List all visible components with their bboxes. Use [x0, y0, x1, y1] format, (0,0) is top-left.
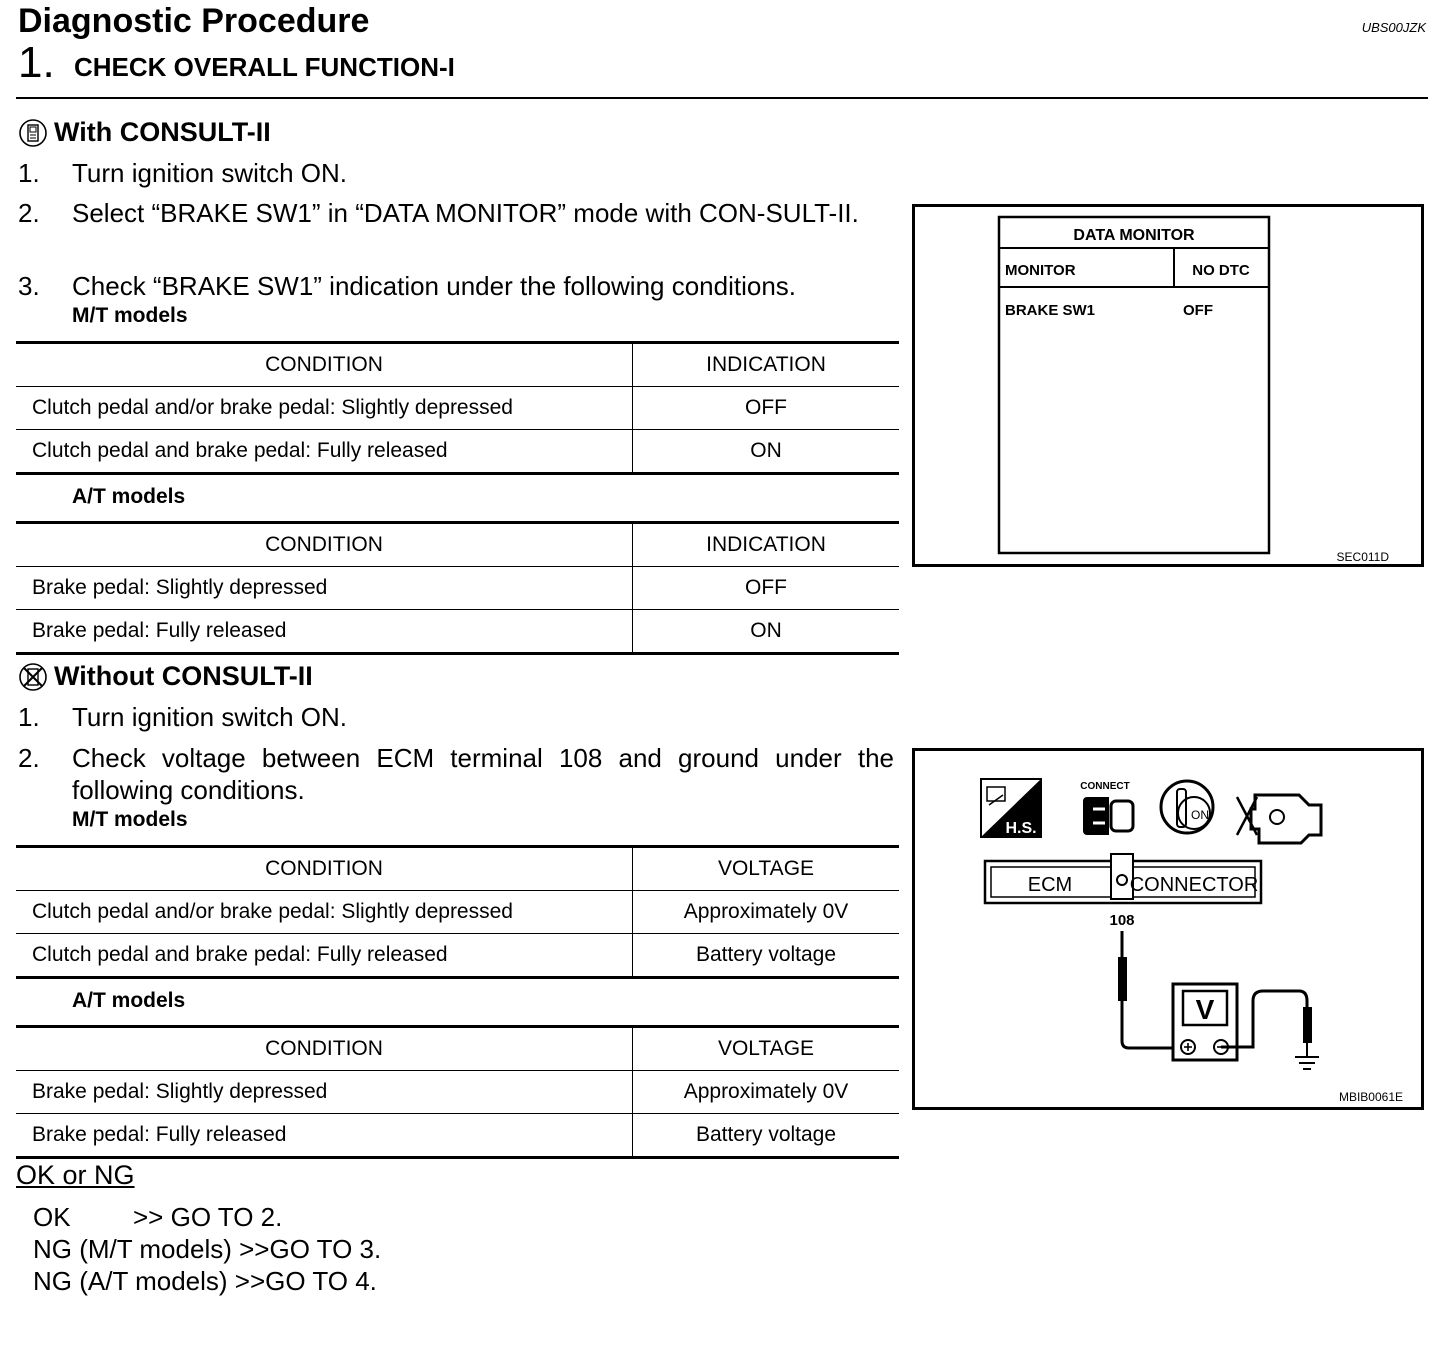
table-row	[16, 934, 899, 978]
voltmeter-icon	[1173, 984, 1237, 1060]
document-id: UBS00JZK	[1361, 20, 1426, 35]
column-header: INDICATION	[633, 523, 900, 567]
terminal-label: 108	[1109, 912, 1135, 929]
column-header: VOLTAGE	[633, 847, 900, 891]
table-cell: Brake pedal: Slightly depressed	[16, 567, 633, 610]
table-header-row	[16, 523, 899, 567]
connector-icon	[1080, 781, 1133, 835]
table-header-row	[16, 343, 899, 387]
result-label: NG (A/T models)	[33, 1266, 228, 1296]
table-row	[16, 610, 899, 654]
page-title: Diagnostic Procedure	[18, 2, 370, 40]
hs-label: H.S.	[1005, 820, 1037, 837]
step-text: Select “BRAKE SW1” in “DATA MONITOR” mode with CON-SULT-II.	[72, 198, 859, 228]
connector-label: CONNECTOR	[1129, 874, 1259, 896]
step-number: 1.	[18, 38, 55, 87]
step-num: 3.	[18, 271, 40, 301]
table-cell: Clutch pedal and brake pedal: Fully released	[16, 934, 633, 978]
data-monitor-drawing	[915, 207, 1421, 564]
header-divider	[16, 97, 1428, 99]
ecm-voltage-drawing	[915, 751, 1421, 1107]
indication-table-mt	[16, 341, 899, 475]
step-title: CHECK OVERALL FUNCTION-I	[74, 52, 455, 82]
table-row	[16, 387, 899, 430]
table-header-row	[16, 1027, 899, 1071]
table-row	[16, 1114, 899, 1158]
column-header: VOLTAGE	[633, 1027, 900, 1071]
with-consult-step-1	[18, 157, 894, 189]
table-row	[16, 567, 899, 610]
without-consult-heading	[18, 661, 313, 692]
table-cell: Battery voltage	[633, 934, 900, 978]
step-num: 1.	[18, 702, 40, 732]
connect-label: CONNECT	[1080, 781, 1130, 792]
ecm-voltage-figure	[912, 748, 1424, 1110]
with-consult-heading-text: With CONSULT-II	[54, 117, 271, 147]
voltage-table-mt	[16, 845, 899, 979]
without-consult-heading-text: Without CONSULT-II	[54, 661, 313, 691]
table-cell: Brake pedal: Fully released	[16, 610, 633, 654]
column-header: CONDITION	[16, 1027, 633, 1071]
status-column-label: NO DTC	[1192, 262, 1250, 279]
result-action: >> GO TO 2.	[133, 1202, 283, 1232]
table-cell: Clutch pedal and brake pedal: Fully released	[16, 430, 633, 474]
result-label: NG (M/T models)	[33, 1234, 232, 1264]
on-label: ON	[1191, 808, 1209, 822]
table-cell: Clutch pedal and/or brake pedal: Slightly depressed	[16, 387, 633, 430]
monitor-item-name: BRAKE SW1	[1005, 302, 1096, 319]
step-num: 1.	[18, 158, 40, 188]
ignition-on-icon	[1161, 781, 1213, 833]
engine-off-icon	[1237, 795, 1321, 843]
table-cell: OFF	[633, 567, 900, 610]
table-cell: ON	[633, 610, 900, 654]
voltage-table-at	[16, 1025, 899, 1159]
result-action: >>GO TO 3.	[239, 1234, 382, 1264]
ground-symbol-icon	[1295, 1057, 1319, 1069]
data-monitor-title: DATA MONITOR	[1073, 227, 1195, 244]
result-label: OK	[33, 1202, 71, 1232]
consult-icon	[18, 118, 48, 148]
figure-id: SEC011D	[1336, 550, 1389, 564]
harness-side-icon	[981, 779, 1041, 837]
column-header: CONDITION	[16, 847, 633, 891]
with-consult-step-3	[18, 270, 912, 302]
step-text: Turn ignition switch ON.	[72, 158, 348, 188]
with-consult-heading	[18, 117, 271, 148]
at-models-label: A/T models	[72, 989, 186, 1012]
table-cell: Battery voltage	[633, 1114, 900, 1158]
result-heading: OK or NG	[16, 1160, 135, 1190]
table-header-row	[16, 847, 899, 891]
result-line-ng-mt	[33, 1233, 381, 1265]
table-cell: OFF	[633, 387, 900, 430]
table-cell: Approximately 0V	[633, 891, 900, 934]
result-line-ok	[33, 1201, 282, 1233]
mt-models-label: M/T models	[72, 808, 188, 831]
monitor-item-value: OFF	[1183, 302, 1213, 319]
table-cell: Brake pedal: Fully released	[16, 1114, 633, 1158]
step-text: Check “BRAKE SW1” indication under the following conditions.	[72, 271, 797, 301]
at-models-label: A/T models	[72, 485, 186, 508]
result-action: >>GO TO 4.	[234, 1266, 377, 1296]
column-header: CONDITION	[16, 523, 633, 567]
table-cell: Approximately 0V	[633, 1071, 900, 1114]
figure-id: MBIB0061E	[1338, 1090, 1403, 1104]
without-consult-step-1	[18, 701, 894, 733]
no-consult-icon	[18, 662, 48, 692]
meter-label: V	[1195, 994, 1215, 1025]
ecm-label: ECM	[1027, 874, 1073, 896]
data-monitor-figure	[912, 204, 1424, 567]
step-text: Check voltage between ECM terminal 108 and ground under the following conditions.	[72, 743, 894, 805]
result-line-ng-at	[33, 1265, 377, 1297]
table-cell: Brake pedal: Slightly depressed	[16, 1071, 633, 1114]
step-num: 2.	[18, 743, 40, 773]
with-consult-step-2	[18, 197, 894, 229]
table-cell: Clutch pedal and/or brake pedal: Slightly depressed	[16, 891, 633, 934]
table-row	[16, 891, 899, 934]
mt-models-label: M/T models	[72, 304, 188, 327]
column-header: CONDITION	[16, 343, 633, 387]
table-row	[16, 1071, 899, 1114]
step-text: Turn ignition switch ON.	[72, 702, 348, 732]
without-consult-step-2	[18, 742, 894, 806]
table-row	[16, 430, 899, 474]
monitor-column-label: MONITOR	[1005, 262, 1076, 279]
ecm-connector	[985, 854, 1261, 903]
column-header: INDICATION	[633, 343, 900, 387]
indication-table-at	[16, 521, 899, 655]
table-cell: ON	[633, 430, 900, 474]
step-num: 2.	[18, 198, 40, 228]
